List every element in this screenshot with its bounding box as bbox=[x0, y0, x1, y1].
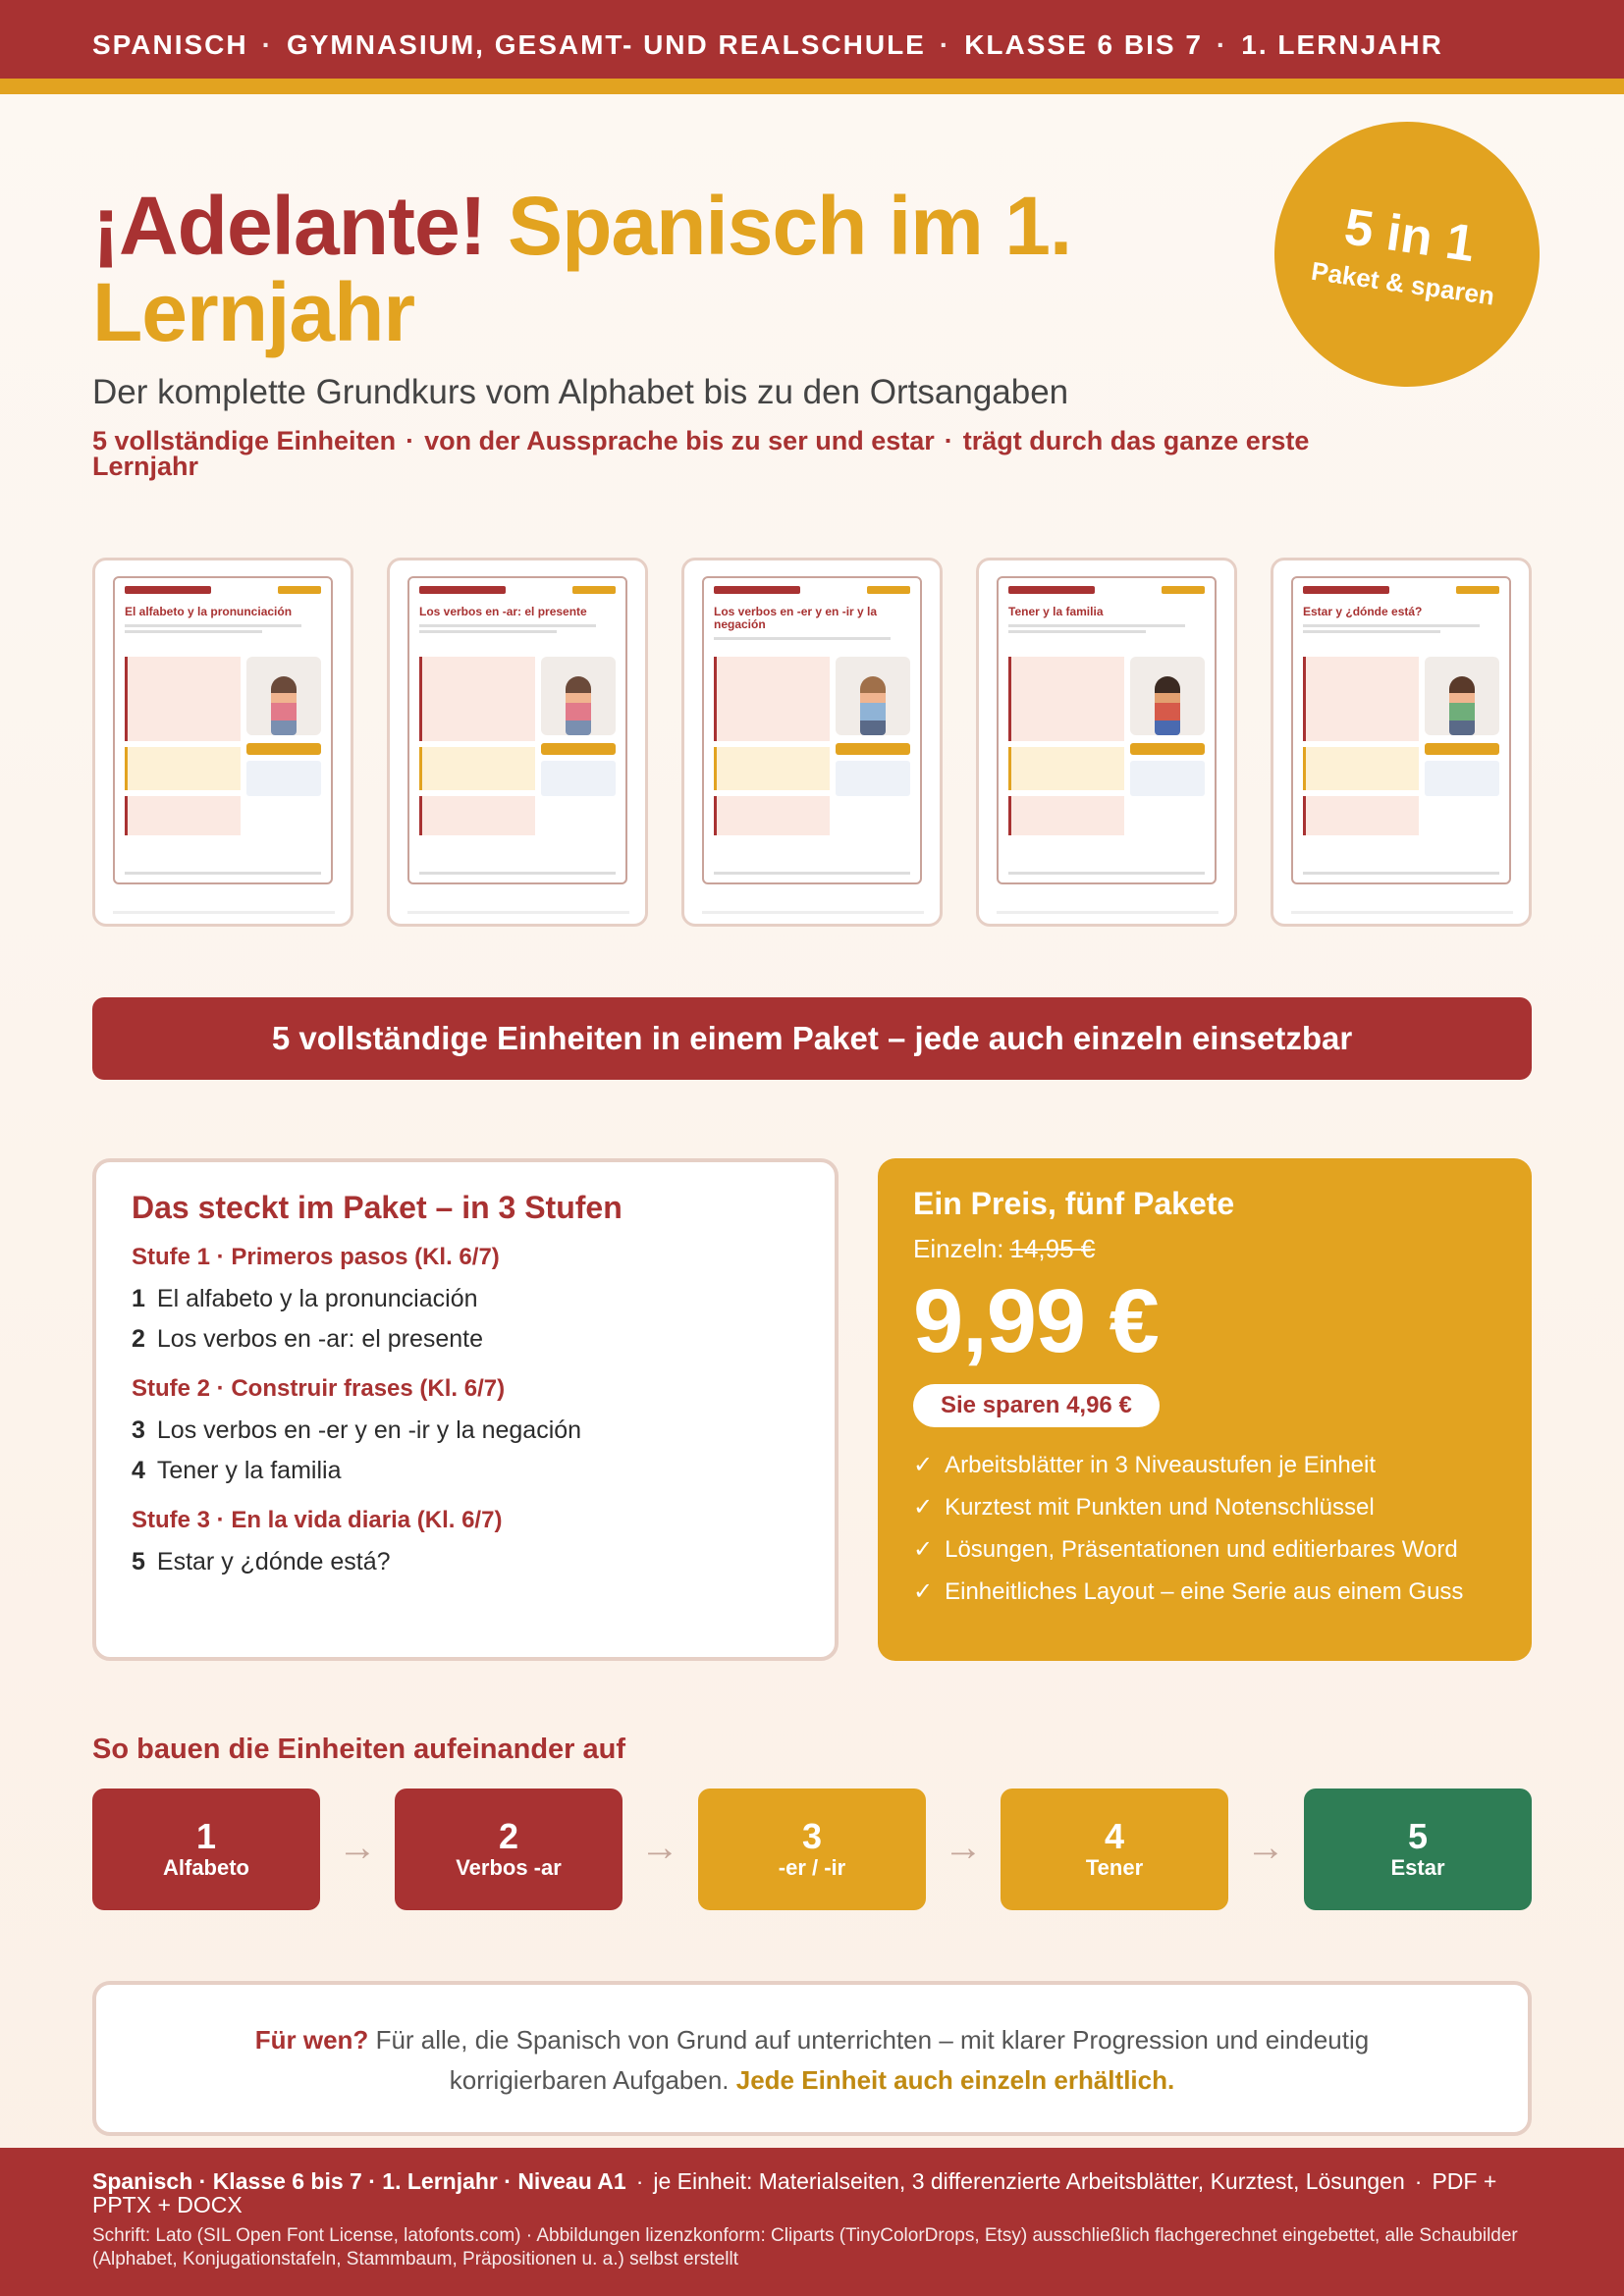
separator: · bbox=[1216, 29, 1228, 60]
bundle-badge bbox=[1258, 105, 1557, 404]
title-main: Spanisch im 1. Lernjahr bbox=[92, 180, 1072, 358]
unit-item bbox=[132, 1416, 799, 1445]
preview-card[interactable] bbox=[1271, 558, 1532, 927]
check-icon: ✓ bbox=[913, 1536, 934, 1563]
preview-title: El alfabeto y la pronunciación bbox=[125, 605, 293, 618]
separator: · bbox=[261, 29, 273, 60]
footer-course: Spanisch · Klasse 6 bis 7 · 1. Lernjahr · Niveau A1 bbox=[92, 2168, 626, 2194]
page-subtitle: Der komplette Grundkurs vom Alphabet bis zu den Ortsangaben bbox=[92, 373, 1069, 411]
child-illustration-icon bbox=[246, 657, 321, 735]
tagline-part: trägt durch das ganze erste Lernjahr bbox=[92, 426, 1310, 481]
progression-flow bbox=[92, 1789, 1532, 1910]
contents-heading: Das steckt im Paket – in 3 Stufen bbox=[132, 1190, 623, 1225]
footer bbox=[0, 2148, 1624, 2296]
unit-number: 1 bbox=[132, 1285, 145, 1312]
stage-label: Stufe 3 · En la vida diaria (Kl. 6/7) bbox=[132, 1507, 503, 1533]
page-title bbox=[92, 180, 1221, 358]
separator: · bbox=[939, 29, 951, 60]
family-illustration-icon bbox=[1130, 657, 1205, 735]
badge-sub-text: Paket & sparen bbox=[1309, 255, 1497, 311]
unit-title: Tener y la familia bbox=[156, 1457, 342, 1484]
arrow-right-icon: → bbox=[1246, 1826, 1285, 1869]
price-card bbox=[878, 1158, 1532, 1661]
feature-list bbox=[913, 1451, 1496, 1606]
arrow-right-icon: → bbox=[338, 1826, 377, 1869]
preview-card[interactable] bbox=[976, 558, 1237, 927]
flow-step: 5 Estar bbox=[1304, 1789, 1532, 1910]
flow-step: 1 Alfabeto bbox=[92, 1789, 320, 1910]
flow-step: 2 Verbos -ar bbox=[395, 1789, 623, 1910]
arrow-right-icon: → bbox=[640, 1826, 679, 1869]
unit-title: Los verbos en -ar: el presente bbox=[156, 1325, 484, 1353]
feature-item: ✓ Einheitliches Layout – eine Serie aus einem Guss bbox=[913, 1578, 1464, 1605]
progression-heading: So bauen die Einheiten aufeinander auf bbox=[92, 1734, 626, 1765]
feature-item: ✓ Arbeitsblätter in 3 Niveaustufen je Einheit bbox=[913, 1452, 1377, 1478]
school-types-label: GYMNASIUM, GESAMT- UND REALSCHULE bbox=[286, 29, 926, 60]
preview-title: Estar y ¿dónde está? bbox=[1303, 605, 1423, 618]
unit-number: 3 bbox=[132, 1416, 145, 1444]
stage-label: Stufe 2 · Construir frases (Kl. 6/7) bbox=[132, 1375, 506, 1402]
tagline bbox=[92, 428, 1310, 479]
preview-page bbox=[113, 576, 333, 884]
check-icon: ✓ bbox=[913, 1494, 934, 1521]
stage-label: Stufe 1 · Primeros pasos (Kl. 6/7) bbox=[132, 1244, 500, 1270]
feature-item: ✓ Kurztest mit Punkten und Notenschlüssel bbox=[913, 1494, 1375, 1521]
unit-item bbox=[132, 1457, 799, 1485]
footer-summary: Spanisch · Klasse 6 bis 7 · 1. Lernjahr · Niveau A1 · je Einheit: Materialseiten, 3 differenzierte Arbeitsblätter, Kurztest, Lösungen · PDF + PPTX + DOCX bbox=[92, 2168, 1497, 2217]
unit-number: 4 bbox=[132, 1457, 145, 1484]
unit-title: Estar y ¿dónde está? bbox=[156, 1548, 391, 1575]
tagline-part: 5 vollständige Einheiten bbox=[92, 426, 397, 455]
title-brand: ¡Adelante! bbox=[92, 180, 486, 272]
grade-label: KLASSE 6 BIS 7 bbox=[964, 29, 1203, 60]
check-icon: ✓ bbox=[913, 1452, 934, 1478]
child-illustration-icon bbox=[1425, 657, 1499, 735]
audience-lead: Für wen? bbox=[254, 2025, 369, 2055]
single-price-value: 14,95 € bbox=[1009, 1234, 1096, 1263]
bundle-price: 9,99 € bbox=[913, 1271, 1159, 1371]
year-label: 1. LERNJAHR bbox=[1241, 29, 1443, 60]
separator: · bbox=[944, 426, 953, 455]
child-illustration-icon bbox=[541, 657, 616, 735]
footer-detail: je Einheit: Materialseiten, 3 differenzierte Arbeitsblätter, Kurztest, Lösungen bbox=[653, 2168, 1405, 2194]
preview-page bbox=[407, 576, 627, 884]
preview-page bbox=[997, 576, 1217, 884]
price-heading: Ein Preis, fünf Pakete bbox=[913, 1186, 1235, 1221]
footer-credits: Schrift: Lato (SIL Open Font License, latofonts.com) · Abbildungen lizenzkonform: Cliparts (TinyColorDrops, Etsy) ausschließlich flachgerechnet eingebettet, alle Schaubilder (Alphabet, Konjugationstafeln, Stammbaum, Präpositionen u. a.) selbst erstellt bbox=[92, 2225, 1518, 2269]
flow-step: 4 Tener bbox=[1001, 1789, 1228, 1910]
preview-page bbox=[702, 576, 922, 884]
unit-title: Los verbos en -er y en -ir y la negación bbox=[156, 1416, 582, 1444]
audience-text: Für alle, die Spanisch von Grund auf unterrichten – mit klarer Progression und eindeutig korrigierbaren Aufgaben. bbox=[375, 2025, 1370, 2095]
audience-box bbox=[92, 1981, 1532, 2136]
unit-number: 2 bbox=[132, 1325, 145, 1353]
savings-badge: Sie sparen 4,96 € bbox=[913, 1384, 1160, 1427]
audience-cta: Jede Einheit auch einzeln erhältlich. bbox=[735, 2065, 1175, 2095]
contents-card bbox=[92, 1158, 839, 1661]
footer-formats: PDF + PPTX + DOCX bbox=[92, 2168, 1497, 2217]
subject-label: SPANISCH bbox=[92, 29, 248, 60]
preview-title: Los verbos en -er y en -ir y la negación bbox=[714, 605, 878, 631]
preview-gallery bbox=[92, 558, 1532, 927]
preview-card[interactable] bbox=[681, 558, 943, 927]
bundle-banner: 5 vollständige Einheiten in einem Paket – jede auch einzeln einsetzbar bbox=[92, 997, 1532, 1080]
unit-title: El alfabeto y la pronunciación bbox=[156, 1285, 478, 1312]
tagline-part: von der Aussprache bis zu ser und estar bbox=[424, 426, 935, 455]
unit-number: 5 bbox=[132, 1548, 145, 1575]
single-price-label: Einzeln: bbox=[913, 1234, 1004, 1263]
preview-card[interactable] bbox=[387, 558, 648, 927]
top-banner bbox=[0, 0, 1624, 94]
flow-step: 3 -er / -ir bbox=[698, 1789, 926, 1910]
unit-item bbox=[132, 1325, 799, 1354]
check-icon: ✓ bbox=[913, 1578, 934, 1605]
unit-item bbox=[132, 1285, 799, 1313]
feature-item: ✓ Lösungen, Präsentationen und editierbares Word bbox=[913, 1536, 1458, 1563]
separator: · bbox=[406, 426, 415, 455]
single-price bbox=[913, 1234, 1496, 1264]
child-illustration-icon bbox=[836, 657, 910, 735]
preview-card[interactable] bbox=[92, 558, 353, 927]
unit-item bbox=[132, 1548, 799, 1576]
preview-title: Los verbos en -ar: el presente bbox=[419, 605, 587, 618]
arrow-right-icon: → bbox=[944, 1826, 983, 1869]
preview-title: Tener y la familia bbox=[1008, 605, 1104, 618]
badge-main-text: 5 in 1 bbox=[1340, 197, 1479, 273]
preview-page bbox=[1291, 576, 1511, 884]
